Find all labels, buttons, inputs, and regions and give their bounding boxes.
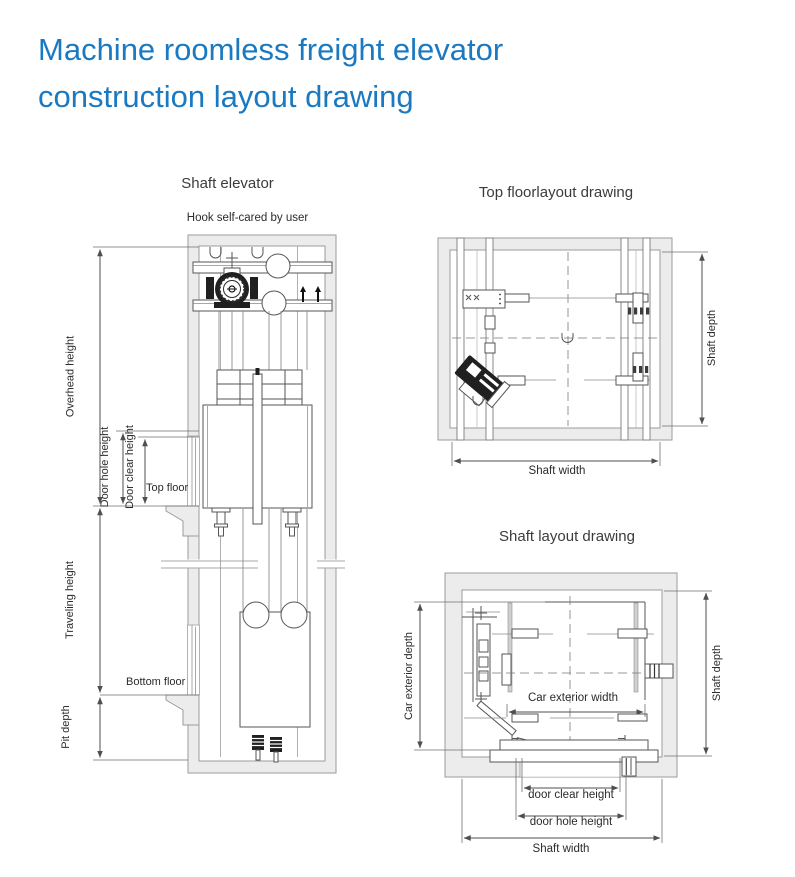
label-car-exterior-width: Car exterior width bbox=[527, 692, 619, 704]
label-tfl-shaft-width: Shaft width bbox=[528, 465, 586, 477]
counterweight bbox=[240, 602, 310, 727]
deflector-sheave-upper bbox=[266, 254, 290, 278]
shaft-elevator-drawing bbox=[55, 230, 365, 805]
label-door-clear-height: Door clear height bbox=[124, 425, 136, 509]
elevator-car bbox=[203, 368, 312, 536]
label-bottom-floor: Bottom floor bbox=[126, 676, 186, 688]
label-traveling-height: Traveling height bbox=[64, 561, 76, 639]
label-pit-depth: Pit depth bbox=[60, 705, 72, 749]
label-sl-shaft-width: Shaft width bbox=[532, 843, 590, 855]
hook-note: Hook self-cared by user bbox=[186, 212, 309, 224]
top-floor-layout-drawing bbox=[405, 230, 735, 485]
deflector-sheave-lower bbox=[262, 291, 286, 315]
label-sl-shaft-depth: Shaft depth bbox=[711, 644, 723, 702]
label-sl-door-hole-height: door hole height bbox=[529, 816, 613, 828]
shaft-layout-title: Shaft layout drawing bbox=[499, 528, 635, 545]
label-overhead-height: Overhead height bbox=[64, 335, 77, 418]
label-door-hole-height: Door hole height bbox=[99, 426, 111, 508]
page-title-line2: construction layout drawing bbox=[38, 79, 414, 114]
plan-walls bbox=[438, 238, 672, 440]
shaft-elevator-title: Shaft elevator bbox=[181, 175, 274, 192]
label-car-exterior-depth: Car exterior depth bbox=[403, 631, 415, 721]
page-title-line1: Machine roomless freight elevator bbox=[38, 32, 504, 67]
label-sl-door-clear-height: door clear height bbox=[528, 789, 614, 801]
top-floor-slab bbox=[166, 506, 199, 536]
label-top-floor: Top floor bbox=[146, 482, 189, 494]
bottom-floor-slab bbox=[166, 695, 199, 725]
page-title bbox=[38, 26, 503, 120]
label-tfl-shaft-depth: Shaft depth bbox=[706, 309, 718, 367]
top-floor-layout-title: Top floorlayout drawing bbox=[478, 184, 634, 201]
